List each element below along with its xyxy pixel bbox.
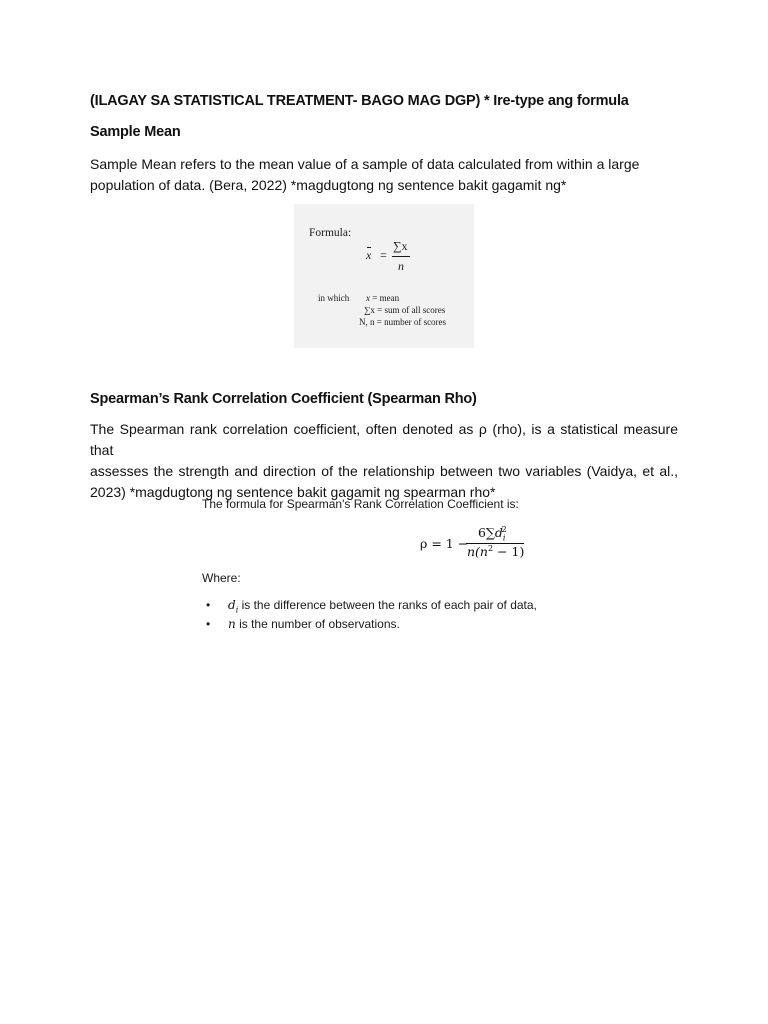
paragraph-line: 2023) *magdugtong ng sentence bakit gagamit ng spearman rho*: [90, 484, 496, 500]
in-which-label: in which: [318, 293, 350, 303]
spearman-formula-intro: The formula for Spearman's Rank Correlation Coefficient is:: [202, 497, 519, 511]
item-text: is the number of observations.: [235, 617, 400, 631]
def-symbol: N, n: [359, 317, 375, 327]
def-text: = number of scores: [374, 317, 447, 327]
def-text: = sum of all scores: [374, 305, 446, 315]
fraction-bar: [392, 256, 410, 257]
def-symbol: x: [366, 293, 370, 303]
spearman-heading: Spearman’s Rank Correlation Coefficient (Spearman Rho): [90, 391, 477, 407]
x-bar: x: [366, 248, 372, 262]
sample-mean-paragraph: [90, 154, 678, 196]
list-item-text: [228, 617, 400, 631]
formula-denominator: n: [398, 259, 404, 273]
paragraph-line: population of data. (Bera, 2022) *magdugtong ng sentence bakit gagamit ng*: [90, 177, 567, 193]
bullet-icon: •: [206, 617, 211, 631]
bullet-icon: •: [206, 598, 211, 612]
mean-symbol: [366, 248, 371, 263]
formula-numerator: [478, 525, 507, 543]
den-pre: n(n: [467, 544, 488, 560]
formula-lhs: ρ = 1 −: [420, 536, 469, 551]
note-heading: (ILAGAY SA STATISTICAL TREATMENT- BAGO MAG DGP) * Ire-type ang formula: [90, 93, 629, 109]
def-text: = mean: [370, 293, 400, 303]
item-text: is the difference between the ranks of each pair of data,: [238, 598, 537, 612]
formula-label: Formula:: [309, 227, 352, 239]
where-label: Where:: [202, 571, 241, 585]
spearman-paragraph: [90, 419, 678, 503]
num-sup: 2: [501, 525, 507, 534]
spearman-formula: [420, 524, 540, 564]
equals-sign: =: [380, 248, 387, 262]
definition-mean: [366, 293, 399, 303]
den-sup: 2: [487, 544, 494, 553]
sample-mean-formula-image: [294, 204, 474, 348]
variable-sub: i: [235, 605, 239, 615]
formula-numerator: ∑x: [393, 239, 408, 253]
definition-count: [359, 317, 446, 327]
num-coef: 6∑: [478, 525, 495, 541]
den-post: − 1): [493, 544, 525, 560]
paragraph-line: The Spearman rank correlation coefficient, often denoted as ρ (rho), is a statistical measure that: [90, 421, 678, 458]
paragraph-line: assesses the strength and direction of the relationship between two variables (Vaidya, et al.,: [90, 463, 678, 479]
sample-mean-heading: Sample Mean: [90, 124, 181, 140]
num-sub: i: [502, 533, 506, 543]
definition-sum: [364, 305, 445, 315]
variable: d: [228, 598, 236, 612]
num-var: d: [494, 525, 503, 541]
variable: n: [228, 617, 236, 631]
paragraph-line: Sample Mean refers to the mean value of a sample of data calculated from within a large: [90, 156, 640, 172]
formula-denominator: [467, 544, 524, 559]
list-item-text: [228, 598, 537, 614]
def-symbol: ∑x: [364, 305, 375, 315]
